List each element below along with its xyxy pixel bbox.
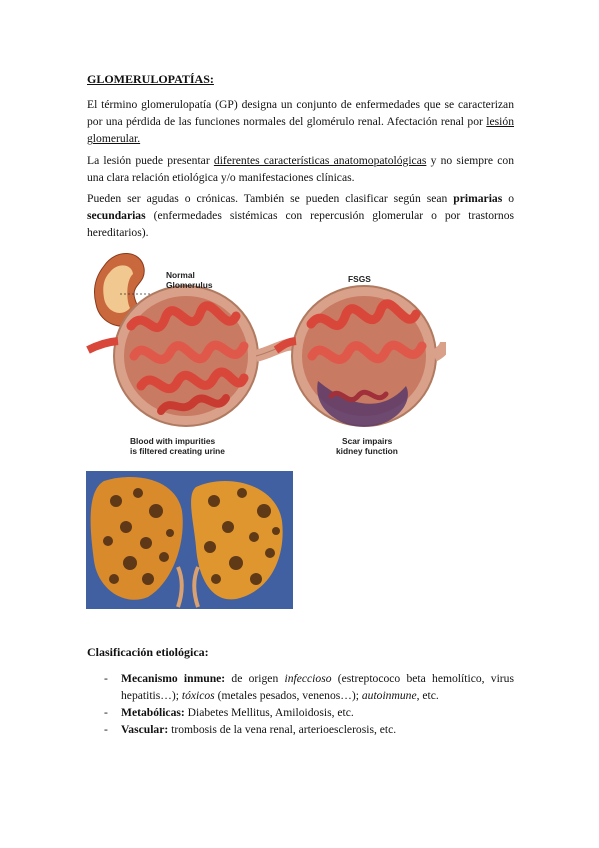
list-item-text: de origen <box>225 672 285 685</box>
lesion-text-post: y no siempre con una clara relación etiológica y/o manifestaciones clínicas. <box>87 154 514 185</box>
list-item-text: , etc. <box>416 689 439 702</box>
glomerular-lesion-text: lesión glomerular. <box>87 115 514 146</box>
fsgs-glomerulus <box>276 286 446 427</box>
list-item-text: Diabetes Mellitus, Amiloidosis, etc. <box>184 706 354 719</box>
lesion-paragraph <box>87 152 514 186</box>
glomerulus-illustration <box>86 246 446 458</box>
classification-pre: Pueden ser agudas o crónicas. También se pueden clasificar según sean <box>87 192 454 205</box>
list-dash: - <box>104 723 108 736</box>
list-item-italic: autoinmune <box>361 689 417 702</box>
list-item <box>104 670 514 704</box>
classification-post: (enfermedades sistémicas con repercusión glomerular o por trastornos hereditarios). <box>87 209 514 240</box>
fsgs-caption: Scar impairs kidney function <box>336 436 398 456</box>
intro-text: El término glomerulopatía (GP) designa un conjunto de enfermedades que se caracterizan por una pérdida de las funciones normales del glomérulo renal. Afectación renal por <box>87 98 514 129</box>
etiology-list <box>104 670 514 738</box>
section-title: Clasificación etiológica: <box>87 645 209 659</box>
list-item-title: Vascular: <box>121 723 169 736</box>
classification-mid: o <box>502 192 514 205</box>
normal-caption: Blood with impurities is filtered creating urine <box>130 436 225 456</box>
anatomopathologic-text: diferentes características anatomopatológicas <box>213 154 427 167</box>
list-item-title: Mecanismo inmune: <box>121 672 226 685</box>
intro-paragraph <box>87 96 514 148</box>
page-title: GLOMERULOPATÍAS: <box>87 72 214 86</box>
list-item <box>104 704 514 721</box>
fsgs-label: FSGS <box>348 274 371 284</box>
kidney-photo <box>86 471 293 609</box>
list-item-italic: infeccioso <box>284 672 332 685</box>
secondary-term: secundarias <box>87 209 146 223</box>
list-dash: - <box>104 706 108 719</box>
classification-paragraph <box>87 190 514 242</box>
lesion-text-pre: La lesión puede presentar <box>87 154 214 167</box>
list-item-title: Metabólicas: <box>121 706 185 719</box>
list-item-italic: tóxicos <box>181 689 215 702</box>
list-item-text: (estreptococo beta hemolítico, virus hepatitis…); <box>121 672 514 702</box>
list-item-text: trombosis de la vena renal, arterioesclerosis, etc. <box>168 723 397 736</box>
list-dash: - <box>104 672 108 685</box>
list-item-text: (metales pesados, venenos…); <box>214 689 362 702</box>
list-item <box>104 721 514 738</box>
normal-label: Normal Glomerulus <box>166 270 213 290</box>
primary-term: primarias <box>453 192 503 205</box>
